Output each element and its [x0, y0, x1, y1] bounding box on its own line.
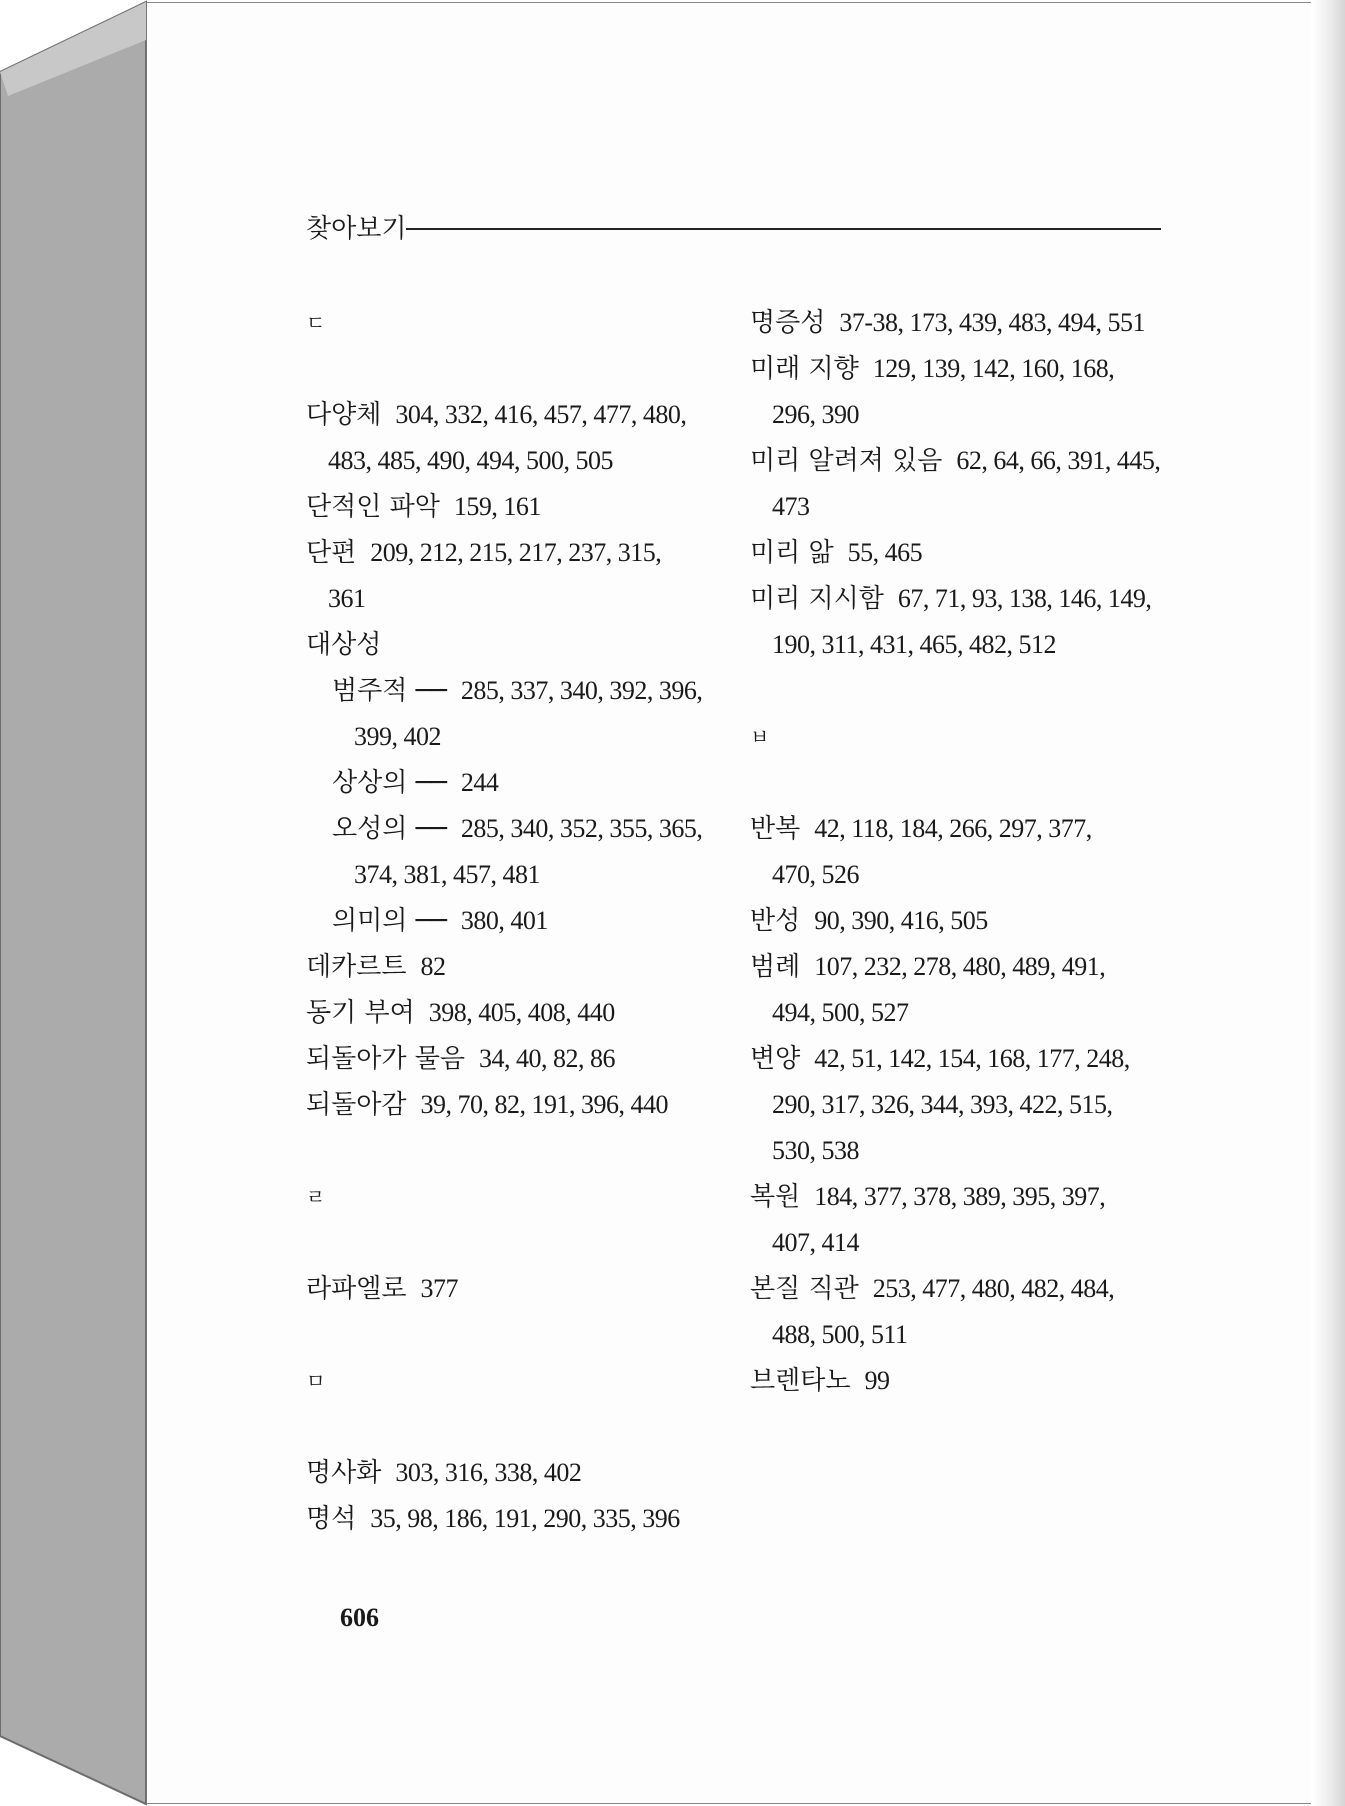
entry-pages: 296, 390 [772, 400, 859, 429]
index-entry [306, 484, 726, 530]
entry-term: 브렌타노 [750, 1366, 851, 1396]
entry-pages: 55, 465 [847, 538, 923, 567]
entry-pages-continued [750, 392, 1165, 438]
running-head [306, 208, 1156, 248]
section-letter: ㅂ [750, 725, 770, 749]
blank-line [750, 760, 1165, 806]
entry-term: 다양체 [306, 400, 382, 430]
entry-pages: 374, 381, 457, 481 [354, 860, 540, 889]
index-entry [750, 438, 1165, 484]
blank-line [306, 1312, 726, 1358]
entry-pages: 473 [772, 492, 810, 521]
entry-pages-continued [750, 1128, 1165, 1174]
entry-pages: 107, 232, 278, 480, 489, 491, [814, 952, 1106, 981]
index-column-left [306, 300, 726, 1542]
entry-term: 라파엘로 [306, 1274, 407, 1304]
entry-pages: 42, 118, 184, 266, 297, 377, [814, 814, 1092, 843]
index-entry [306, 1450, 726, 1496]
entry-term: 본질 직관 [750, 1274, 859, 1304]
entry-term: 범주적 ── [332, 676, 447, 706]
entry-pages-continued [750, 1220, 1165, 1266]
index-entry [750, 576, 1165, 622]
section-letter: ㄹ [306, 1185, 326, 1209]
entry-term: 되돌아감 [306, 1090, 407, 1120]
index-entry [750, 1358, 1165, 1404]
entry-pages: 244 [460, 768, 499, 797]
index-entry [306, 1036, 726, 1082]
entry-pages-continued [306, 438, 726, 484]
index-entry [306, 990, 726, 1036]
entry-term: 되돌아가 물음 [306, 1044, 465, 1074]
entry-pages: 67, 71, 93, 138, 146, 149, [897, 584, 1152, 613]
entry-pages: 285, 340, 352, 355, 365, [460, 814, 703, 843]
entry-term: 명사화 [306, 1458, 382, 1488]
entry-pages: 39, 70, 82, 191, 396, 440 [420, 1090, 668, 1119]
index-entry [306, 1266, 726, 1312]
entry-pages: 253, 477, 480, 482, 484, [872, 1274, 1115, 1303]
index-entry [750, 806, 1165, 852]
entry-pages: 209, 212, 215, 217, 237, 315, [370, 538, 662, 567]
entry-term: 단편 [306, 538, 357, 568]
entry-pages: 488, 500, 511 [772, 1320, 908, 1349]
entry-term: 단적인 파악 [306, 492, 440, 522]
entry-term: 복원 [750, 1182, 801, 1212]
entry-term: 오성의 ── [332, 814, 447, 844]
entry-pages: 483, 485, 490, 494, 500, 505 [328, 446, 613, 475]
section-letter: ㄷ [306, 311, 326, 335]
index-entry [306, 944, 726, 990]
entry-term: 동기 부여 [306, 998, 415, 1028]
blank-line [306, 1128, 726, 1174]
index-entry [750, 1266, 1165, 1312]
running-head-title: 찾아보기 [306, 214, 407, 244]
index-subentry [306, 760, 726, 806]
header-rule [406, 228, 1161, 230]
entry-pages-continued [306, 852, 726, 898]
blank-line [750, 668, 1165, 714]
entry-pages-continued [306, 576, 726, 622]
entry-pages: 407, 414 [772, 1228, 859, 1257]
index-column-right [750, 300, 1165, 1404]
index-entry [306, 530, 726, 576]
entry-pages: 380, 401 [460, 906, 548, 935]
index-entry [750, 300, 1165, 346]
entry-pages: 361 [328, 584, 366, 613]
entry-pages: 37-38, 173, 439, 483, 494, 551 [839, 308, 1146, 337]
index-entry [306, 1496, 726, 1542]
entry-pages: 290, 317, 326, 344, 393, 422, 515, [772, 1090, 1113, 1119]
entry-pages: 377 [420, 1274, 458, 1303]
entry-pages: 530, 538 [772, 1136, 859, 1165]
entry-pages-continued [750, 1082, 1165, 1128]
section-letter: ㅁ [306, 1369, 326, 1393]
entry-term: 데카르트 [306, 952, 407, 982]
entry-term: 명석 [306, 1504, 357, 1534]
blank-line [306, 1404, 726, 1450]
entry-term: 미리 앎 [750, 538, 834, 568]
index-entry [750, 898, 1165, 944]
entry-term: 의미의 ── [332, 906, 447, 936]
entry-pages: 184, 377, 378, 389, 395, 397, [814, 1182, 1106, 1211]
entry-pages-continued [750, 1312, 1165, 1358]
book-spine [0, 0, 150, 1806]
entry-term: 미리 알려져 있음 [750, 446, 943, 476]
entry-pages: 99 [864, 1366, 890, 1395]
page-edge-shadow [1313, 0, 1345, 1806]
entry-pages: 304, 332, 416, 457, 477, 480, [395, 400, 687, 429]
index-entry [750, 1036, 1165, 1082]
entry-pages: 303, 316, 338, 402 [395, 1458, 582, 1487]
index-entry [750, 1174, 1165, 1220]
entry-term: 미리 지시함 [750, 584, 884, 614]
page-number: 606 [340, 1603, 379, 1632]
entry-term: 변양 [750, 1044, 801, 1074]
entry-term: 미래 지향 [750, 354, 859, 384]
entry-pages: 399, 402 [354, 722, 441, 751]
index-subentry [306, 806, 726, 852]
entry-pages: 285, 337, 340, 392, 396, [460, 676, 703, 705]
index-entry [306, 1082, 726, 1128]
entry-pages-continued [750, 990, 1165, 1036]
index-entry [306, 392, 726, 438]
entry-pages: 42, 51, 142, 154, 168, 177, 248, [814, 1044, 1130, 1073]
blank-line [306, 346, 726, 392]
entry-pages: 494, 500, 527 [772, 998, 909, 1027]
entry-term: 명증성 [750, 308, 826, 338]
entry-pages: 82 [420, 952, 446, 981]
entry-term: 반성 [750, 906, 801, 936]
entry-pages: 398, 405, 408, 440 [428, 998, 615, 1027]
index-subentry [306, 898, 726, 944]
entry-term: 범례 [750, 952, 801, 982]
index-subentry [306, 668, 726, 714]
entry-pages-continued [750, 484, 1165, 530]
entry-term: 상상의 ── [332, 768, 447, 798]
entry-pages: 62, 64, 66, 391, 445, [956, 446, 1161, 475]
entry-pages: 34, 40, 82, 86 [478, 1044, 615, 1073]
blank-line [306, 1220, 726, 1266]
entry-pages: 35, 98, 186, 191, 290, 335, 396 [370, 1504, 680, 1533]
entry-pages: 90, 390, 416, 505 [814, 906, 988, 935]
index-entry [750, 944, 1165, 990]
entry-pages: 129, 139, 142, 160, 168, [872, 354, 1115, 383]
entry-pages: 190, 311, 431, 465, 482, 512 [772, 630, 1057, 659]
index-entry [306, 622, 726, 668]
entry-pages-continued [750, 622, 1165, 668]
index-entry [750, 530, 1165, 576]
entry-pages-continued [306, 714, 726, 760]
entry-pages-continued [750, 852, 1165, 898]
entry-term: 반복 [750, 814, 801, 844]
entry-pages: 159, 161 [453, 492, 541, 521]
index-entry [750, 346, 1165, 392]
entry-pages: 470, 526 [772, 860, 859, 889]
entry-term: 대상성 [306, 630, 382, 660]
